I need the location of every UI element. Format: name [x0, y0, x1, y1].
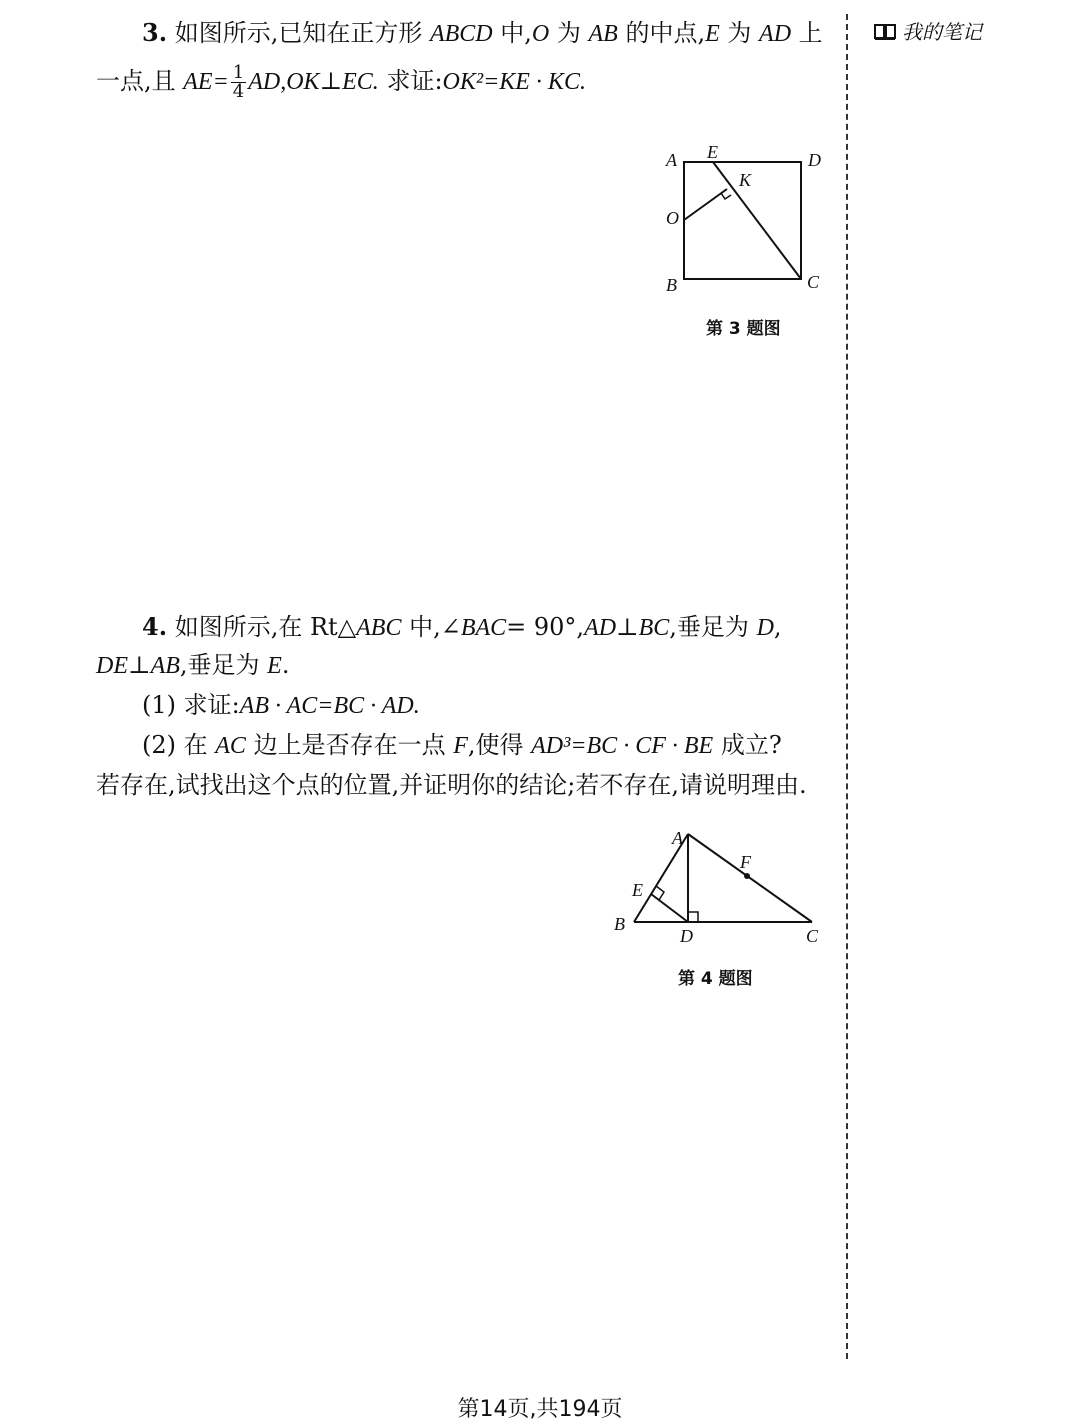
q3-text: 为 — [719, 19, 760, 47]
q3-line-2 — [96, 64, 586, 101]
q4-math: E — [267, 653, 282, 679]
q4-text: ,垂足为 — [669, 613, 757, 641]
q4-text: , — [773, 613, 782, 641]
q4-math: AC — [215, 733, 246, 759]
q4-text: 边上是否存在一点 — [245, 731, 454, 759]
fraction — [231, 64, 246, 101]
q3-math: E — [705, 21, 720, 47]
q3-text: 中, — [492, 19, 532, 47]
right-angle-mark-d — [688, 912, 698, 922]
point-f — [744, 873, 750, 879]
q4-text: 成立? — [713, 731, 782, 759]
segment-ac — [688, 834, 812, 922]
q3-math: AE= — [183, 69, 229, 95]
q4-math: AB · AC=BC · AD. — [239, 693, 420, 719]
q3-line-1 — [142, 18, 823, 49]
q3-math: AD,OK⊥EC. — [248, 69, 379, 95]
notes-title: 我的笔记 — [902, 20, 982, 44]
q4-math: BAC — [460, 615, 507, 641]
q4-math: F — [453, 733, 468, 759]
label-e: E — [632, 880, 643, 900]
label-e: E — [707, 142, 718, 162]
notes-header — [874, 16, 982, 46]
q4-text: ,垂足为 — [179, 651, 268, 679]
q3-math: AB — [588, 21, 618, 47]
q3-figure — [655, 140, 835, 300]
label-b: B — [614, 914, 625, 934]
label-b: B — [666, 275, 677, 295]
q4-text: . — [281, 651, 290, 679]
label-a: A — [672, 828, 683, 848]
fraction-numerator: 1 — [232, 62, 245, 83]
q3-text: 的中点, — [617, 19, 706, 47]
q3-text: 上 — [791, 19, 823, 47]
q4-text: 如图所示,在 Rt△ — [167, 613, 357, 641]
q4-part-2-cont — [96, 770, 807, 800]
q3-math: ABCD — [429, 21, 493, 47]
label-f: F — [740, 852, 751, 872]
fraction-denominator: 4 — [232, 81, 245, 102]
q4-math: AD³=BC · CF · BE — [531, 733, 714, 759]
q4-part-1 — [142, 690, 420, 721]
open-book-icon — [874, 22, 896, 46]
q3-math: AD — [759, 21, 792, 47]
q4-math: AD⊥BC — [584, 615, 670, 641]
label-d: D — [808, 150, 821, 170]
q3-text: 如图所示,已知在正方形 — [167, 19, 430, 47]
q4-figure — [605, 822, 835, 952]
q4-line-1 — [142, 612, 782, 643]
label-o: O — [666, 208, 679, 228]
label-a: A — [666, 150, 677, 170]
page-footer: 第14页,共194页 — [457, 1397, 623, 1422]
q4-math: DE⊥AB — [96, 653, 180, 679]
q4-text: (1) 求证: — [142, 691, 240, 719]
segment-ec — [713, 162, 801, 279]
q4-number: 4. — [142, 612, 168, 641]
q4-part-2 — [142, 730, 782, 761]
right-angle-mark — [721, 193, 731, 199]
q3-math: O — [531, 21, 550, 47]
notes-divider — [846, 14, 848, 1359]
label-d: D — [680, 926, 693, 946]
label-c: C — [806, 926, 819, 946]
q4-text: = 90°, — [506, 613, 585, 641]
segment-de — [651, 894, 688, 922]
q3-text: 一点,且 — [96, 67, 184, 95]
q4-line-2 — [96, 650, 289, 681]
q4-text: ,使得 — [467, 731, 532, 759]
q4-math: ABC — [356, 615, 402, 641]
q4-text: (2) 在 — [142, 731, 216, 759]
q4-math: D — [756, 615, 774, 641]
q4-text: 中,∠ — [401, 613, 461, 641]
label-c: C — [807, 272, 820, 292]
q4-text: 若存在,试找出这个点的位置,并证明你的结论;若不存在,请说明理由. — [96, 771, 807, 799]
q3-number: 3. — [142, 18, 168, 47]
q3-caption: 第 3 题图 — [706, 319, 781, 339]
label-k: K — [739, 170, 752, 190]
q3-text: 求证: — [378, 67, 443, 95]
q4-caption: 第 4 题图 — [678, 969, 753, 989]
q3-text: 为 — [549, 19, 589, 47]
q3-math: OK²=KE · KC. — [442, 69, 586, 95]
